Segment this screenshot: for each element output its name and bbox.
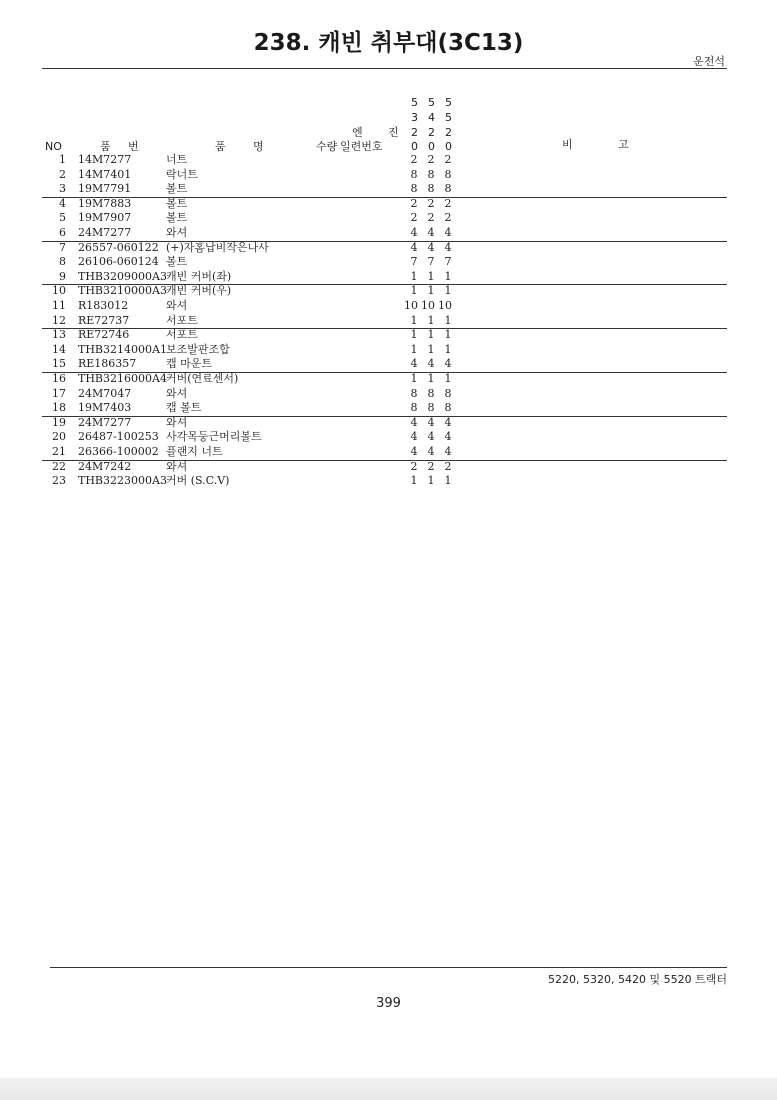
- part-name: 와셔: [166, 226, 188, 239]
- quantity-cell: 8: [427, 386, 435, 400]
- section-label: 운전석: [693, 55, 725, 68]
- quantity-cell: 1: [444, 313, 452, 327]
- table-row: [42, 226, 727, 242]
- quantity-cell: 4: [444, 430, 452, 444]
- header-remark-char1: 비: [562, 138, 573, 151]
- header-no: NO: [45, 140, 62, 153]
- part-number: 14M7277: [78, 153, 132, 166]
- table-row: [42, 460, 727, 475]
- quantity-cell: 4: [427, 357, 435, 371]
- part-name: 사각목둥근머리볼트: [166, 430, 262, 444]
- quantity-cell: 4: [410, 226, 418, 239]
- page-title: 238. 캐빈 취부대(3C13): [253, 30, 524, 56]
- quantity-cell: 1: [410, 284, 418, 298]
- quantity-cell: 1: [444, 284, 452, 298]
- model-digit: 0: [411, 140, 418, 153]
- model-digit: 3: [411, 111, 418, 124]
- part-name: 플랜지 너트: [166, 445, 223, 458]
- part-number: 26487-100253: [78, 430, 159, 444]
- table-row: [42, 153, 727, 168]
- model-digit: 4: [428, 111, 435, 124]
- part-name: 캡 볼트: [166, 401, 202, 415]
- part-number: 26106-060124: [78, 255, 159, 269]
- quantity-cell: 1: [410, 372, 418, 385]
- quantity-cell: 1: [427, 328, 435, 342]
- header-engine-char1: 엔: [352, 126, 363, 139]
- quantity-cell: 1: [444, 372, 452, 385]
- part-name: 와셔: [166, 459, 188, 473]
- row-number: 13: [52, 328, 66, 342]
- part-number: 19M7883: [78, 196, 132, 210]
- part-number: 26557-060122: [78, 240, 159, 254]
- part-name: 보조발판조합: [166, 342, 230, 356]
- quantity-cell: 2: [410, 211, 418, 225]
- part-number: 19M7907: [78, 211, 132, 225]
- row-number: 21: [52, 445, 66, 458]
- quantity-cell: 2: [444, 153, 452, 166]
- quantity-cell: 4: [427, 445, 435, 458]
- quantity-cell: 2: [427, 459, 435, 473]
- part-number: THB3209000A3: [78, 269, 167, 283]
- part-number: 14M7401: [78, 167, 132, 181]
- quantity-cell: 4: [410, 240, 418, 254]
- part-number: 19M7791: [78, 182, 132, 196]
- row-number: 22: [52, 459, 66, 473]
- part-number: THB3214000A1: [78, 342, 167, 356]
- quantity-cell: 2: [444, 196, 452, 210]
- quantity-cell: 8: [410, 401, 418, 415]
- header-part-name-char2: 명: [253, 140, 264, 153]
- table-row: [42, 430, 727, 445]
- quantity-cell: 1: [410, 269, 418, 283]
- part-name: 볼트: [166, 196, 188, 210]
- part-name: (+)자홈납비작은나사: [166, 240, 269, 254]
- quantity-cell: 2: [427, 153, 435, 166]
- model-digit: 5: [445, 96, 452, 109]
- quantity-cell: 2: [410, 153, 418, 166]
- quantity-cell: 4: [427, 226, 435, 239]
- part-number: THB3216000A4: [78, 372, 167, 385]
- row-number: 3: [59, 182, 66, 196]
- part-number: THB3210000A3: [78, 284, 167, 298]
- header-part-number-char1: 품: [100, 140, 111, 153]
- table-row: [42, 357, 727, 373]
- model-digit: 0: [445, 140, 452, 153]
- part-name: 너트: [166, 153, 188, 166]
- quantity-cell: 1: [410, 313, 418, 327]
- footer-models: 5220, 5320, 5420 및 5520 트랙터: [548, 973, 727, 986]
- row-number: 5: [59, 211, 66, 225]
- table-row: [42, 299, 727, 314]
- quantity-cell: 4: [444, 445, 452, 458]
- quantity-cell: 8: [444, 386, 452, 400]
- model-digit: 5: [428, 96, 435, 109]
- part-number: THB3223000A3: [78, 474, 167, 488]
- part-name: 커버 (S.C.V): [166, 474, 230, 488]
- quantity-cell: 1: [427, 269, 435, 283]
- header-engine-char2: 진: [388, 126, 399, 139]
- row-number: 12: [52, 313, 66, 327]
- row-number: 9: [59, 269, 66, 283]
- quantity-cell: 8: [444, 182, 452, 196]
- model-digit: 5: [411, 96, 418, 109]
- bottom-divider: [50, 967, 727, 968]
- table-row: [42, 270, 727, 286]
- row-number: 15: [52, 357, 66, 371]
- part-name: 서포트: [166, 313, 198, 327]
- row-number: 7: [59, 240, 66, 254]
- row-number: 10: [52, 284, 66, 298]
- table-row: [42, 211, 727, 226]
- part-number: RE186357: [78, 357, 137, 371]
- part-name: 락너트: [166, 167, 198, 181]
- quantity-cell: 7: [427, 255, 435, 269]
- row-number: 16: [52, 372, 66, 385]
- quantity-cell: 4: [410, 415, 418, 429]
- header-part-number-char2: 번: [128, 140, 139, 153]
- quantity-cell: 4: [410, 445, 418, 458]
- quantity-cell: 7: [444, 255, 452, 269]
- quantity-cell: 8: [410, 386, 418, 400]
- table-row: [42, 416, 727, 431]
- page-number: 399: [376, 996, 401, 1011]
- quantity-cell: 4: [427, 415, 435, 429]
- table-row: [42, 474, 727, 489]
- part-name: 캐빈 커버(좌): [166, 269, 232, 283]
- table-row: [42, 241, 727, 256]
- row-number: 6: [59, 226, 66, 239]
- quantity-cell: 1: [427, 372, 435, 385]
- table-row: [42, 343, 727, 358]
- model-digit: 2: [445, 126, 452, 139]
- quantity-cell: 8: [444, 401, 452, 415]
- quantity-cell: 1: [444, 269, 452, 283]
- part-number: RE72737: [78, 313, 130, 327]
- quantity-cell: 2: [427, 196, 435, 210]
- table-row: [42, 401, 727, 417]
- table-row: [42, 284, 727, 299]
- quantity-cell: 10: [421, 299, 435, 312]
- part-name: 볼트: [166, 211, 188, 225]
- table-row: [42, 197, 727, 212]
- quantity-cell: 4: [444, 240, 452, 254]
- quantity-cell: 8: [410, 182, 418, 196]
- quantity-cell: 1: [444, 342, 452, 356]
- row-number: 11: [52, 299, 66, 312]
- row-number: 23: [52, 474, 66, 488]
- part-number: 24M7047: [78, 386, 132, 400]
- header-part-name-char1: 품: [215, 140, 226, 153]
- part-number: 19M7403: [78, 401, 132, 415]
- quantity-cell: 10: [404, 299, 418, 312]
- quantity-cell: 10: [438, 299, 452, 312]
- model-digit: 0: [428, 140, 435, 153]
- header-serial: 일련번호: [340, 140, 383, 153]
- row-number: 19: [52, 415, 66, 429]
- quantity-cell: 8: [427, 182, 435, 196]
- quantity-cell: 7: [410, 255, 418, 269]
- quantity-cell: 1: [410, 474, 418, 488]
- part-number: R183012: [78, 299, 129, 312]
- part-name: 와셔: [166, 415, 188, 429]
- part-name: 캐빈 커버(우): [166, 284, 232, 298]
- table-row: [42, 314, 727, 330]
- part-name: 서포트: [166, 328, 198, 342]
- quantity-cell: 1: [410, 328, 418, 342]
- quantity-cell: 1: [427, 284, 435, 298]
- part-name: 커버(연료센서): [166, 372, 239, 385]
- table-row: [42, 328, 727, 343]
- table-row: [42, 255, 727, 270]
- quantity-cell: 2: [444, 459, 452, 473]
- quantity-cell: 4: [444, 415, 452, 429]
- model-digit: 5: [445, 111, 452, 124]
- row-number: 14: [52, 342, 66, 356]
- row-number: 18: [52, 401, 66, 415]
- header-remark-char2: 고: [618, 138, 629, 151]
- model-digit: 2: [428, 126, 435, 139]
- quantity-cell: 1: [427, 313, 435, 327]
- row-number: 20: [52, 430, 66, 444]
- quantity-cell: 1: [427, 474, 435, 488]
- quantity-cell: 1: [427, 342, 435, 356]
- part-number: RE72746: [78, 328, 130, 342]
- quantity-cell: 2: [444, 211, 452, 225]
- quantity-cell: 1: [410, 342, 418, 356]
- part-number: 24M7277: [78, 415, 132, 429]
- scan-edge: [0, 1078, 777, 1100]
- part-number: 24M7242: [78, 459, 132, 473]
- model-digit: 2: [411, 126, 418, 139]
- quantity-cell: 2: [427, 211, 435, 225]
- table-row: [42, 168, 727, 183]
- quantity-cell: 2: [410, 459, 418, 473]
- quantity-cell: 8: [410, 167, 418, 181]
- quantity-cell: 4: [410, 430, 418, 444]
- quantity-cell: 8: [444, 167, 452, 181]
- quantity-cell: 4: [427, 430, 435, 444]
- row-number: 2: [59, 167, 66, 181]
- top-divider: [42, 68, 727, 69]
- table-row: [42, 182, 727, 198]
- table-row: [42, 387, 727, 402]
- quantity-cell: 1: [444, 474, 452, 488]
- part-name: 볼트: [166, 182, 188, 196]
- quantity-cell: 1: [444, 328, 452, 342]
- quantity-cell: 4: [410, 357, 418, 371]
- part-name: 볼트: [166, 255, 188, 269]
- table-row: [42, 372, 727, 387]
- part-number: 26366-100002: [78, 445, 159, 458]
- row-number: 8: [59, 255, 66, 269]
- quantity-cell: 4: [444, 357, 452, 371]
- part-name: 캡 마운트: [166, 357, 213, 371]
- quantity-cell: 8: [427, 167, 435, 181]
- row-number: 1: [59, 153, 66, 166]
- quantity-cell: 2: [410, 196, 418, 210]
- part-number: 24M7277: [78, 226, 132, 239]
- header-qty: 수량: [316, 140, 338, 153]
- table-row: [42, 445, 727, 461]
- row-number: 17: [52, 386, 66, 400]
- quantity-cell: 4: [427, 240, 435, 254]
- quantity-cell: 4: [444, 226, 452, 239]
- quantity-cell: 8: [427, 401, 435, 415]
- part-name: 와셔: [166, 299, 188, 312]
- row-number: 4: [59, 196, 66, 210]
- part-name: 와셔: [166, 386, 188, 400]
